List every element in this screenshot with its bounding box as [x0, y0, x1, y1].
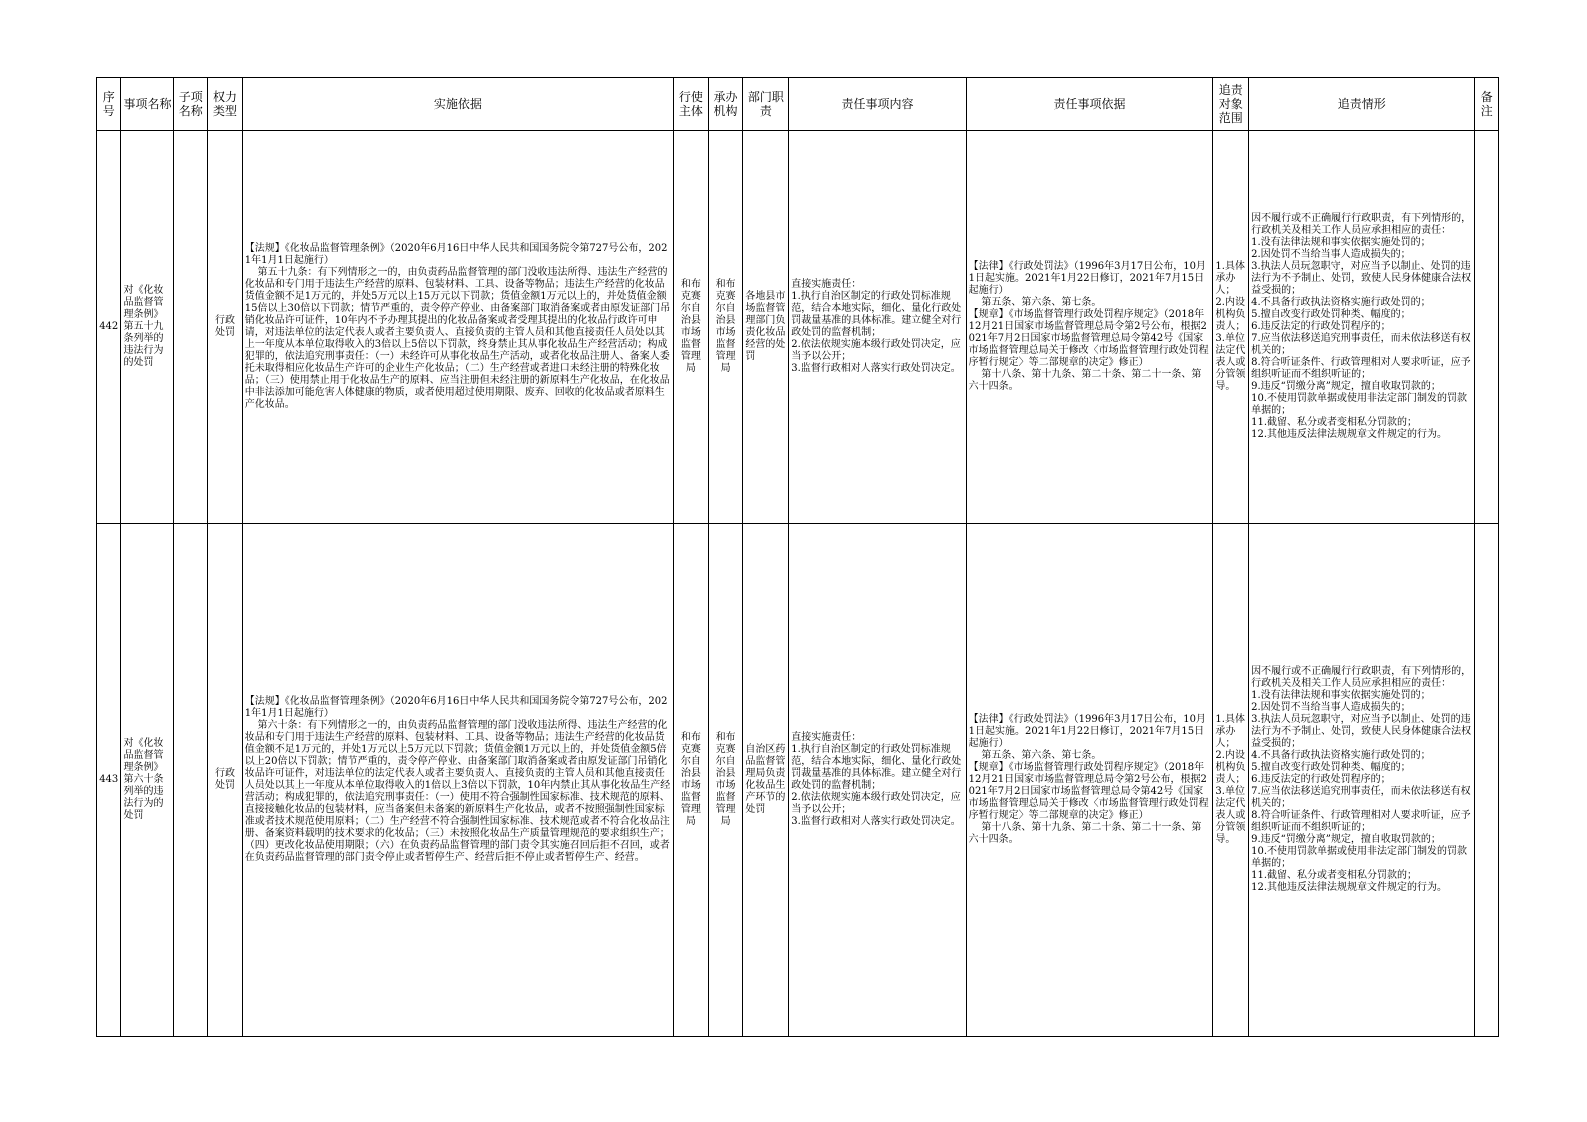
cell-name: 对《化妆品监督管理条例》第六十条列举的违法行为的处罚 — [121, 524, 174, 1037]
cell-resp-basis: 【法律】《行政处罚法》（1996年3月17日公布，10月1日起实施。2021年1月22日修订，2021年7月15日起施行） 第五条、第六条、第七条。 【规章】《市场监督管理行政处罚程序规定》（2018年12月21日国家市场监督管理总局令第2号公布，根据2021年7月2日国家市场监督管理总局令第42号《国家市场监督管理总局关于修改〈市场监督管理行政处罚程序暂行规定〉等二部规章的决定》修正） 第十八条、第十九条、第二十条、第二十一条、第六十四条。 — [966, 524, 1213, 1037]
header-scope: 追责对象范围 — [1213, 78, 1249, 131]
cell-type: 行政处罚 — [208, 524, 243, 1037]
table-row — [97, 524, 1499, 1037]
cell-scope: 1.具体承办人； 2.内设机构负责人； 3.单位法定代表人或分管领导。 — [1213, 524, 1249, 1037]
cell-resp-basis: 【法律】《行政处罚法》（1996年3月17日公布，10月1日起实施。2021年1月22日修订，2021年7月15日起施行） 第五条、第六条、第七条。 【规章】《市场监督管理行政处罚程序规定》（2018年12月21日国家市场监督管理总局令第2号公布，根据2021年7月2日国家市场监督管理总局令第42号《国家市场监督管理总局关于修改〈市场监督管理行政处罚程序暂行规定〉等二部规章的决定》修正） 第十八条、第十九条、第二十条、第二十一条、第六十四条。 — [966, 131, 1213, 524]
cell-sub — [174, 131, 208, 524]
header-resp-basis: 责任事项依据 — [966, 78, 1213, 131]
cell-name: 对《化妆品监督管理条例》第五十九条列举的违法行为的处罚 — [121, 131, 174, 524]
table-row — [97, 131, 1499, 524]
header-row — [97, 78, 1499, 131]
cell-seq: 442 — [97, 131, 121, 524]
cell-basis: 【法规】《化妆品监督管理条例》（2020年6月16日中华人民共和国国务院令第727号公布，2021年1月1日起施行） 第五十九条：有下列情形之一的，由负责药品监督管理的部门没收违法所得、违法生产经营的化妆品和专门用于违法生产经营的原料、包装材料、工具、设备等物品；违法生产经营的化妆品货值金额不足1万元的，并处5万元以上15万元以下罚款；货值金额1万元以上的，并处货值金额15倍以上30倍以下罚款；情节严重的，责令停产停业、由备案部门取消备案或者由原发证部门吊销化妆品许可证件，10年内不予办理其提出的化妆品备案或者受理其提出的化妆品行政许可申请，对违法单位的法定代表人或者主要负责人、直接负责的主管人员和其他直接责任人员处以其上一年度从本单位取得收入的3倍以上5倍以下罚款，终身禁止其从事化妆品生产经营活动；构成犯罪的，依法追究刑事责任：（一）未经许可从事化妆品生产活动，或者化妆品注册人、备案人委托未取得相应化妆品生产许可的企业生产化妆品；（二）生产经营或者进口未经注册的特殊化妆品；（三）使用禁止用于化妆品生产的原料、应当注册但未经注册的新原料生产化妆品，在化妆品中非法添加可能危害人体健康的物质，或者使用超过使用期限、废弃、回收的化妆品或者原料生产化妆品。 — [242, 131, 673, 524]
cell-org: 和布克赛尔自治县市场监督管理局 — [708, 524, 743, 1037]
header-org: 承办机构 — [708, 78, 743, 131]
cell-note — [1475, 131, 1499, 524]
header-name: 事项名称 — [121, 78, 174, 131]
cell-subject: 和布克赛尔自治县市场监督管理局 — [674, 131, 709, 524]
cell-subject: 和布克赛尔自治县市场监督管理局 — [674, 524, 709, 1037]
cell-basis: 【法规】《化妆品监督管理条例》（2020年6月16日中华人民共和国国务院令第727号公布，2021年1月1日起施行） 第六十条：有下列情形之一的，由负责药品监督管理的部门没收违法所得、违法生产经营的化妆品和专门用于违法生产经营的原料、包装材料、工具、设备等物品；违法生产经营的化妆品货值金额不足1万元的，并处1万元以上5万元以下罚款；货值金额1万元以上的，并处货值金额5倍以上20倍以下罚款；情节严重的，责令停产停业、由备案部门取消备案或者由原发证部门吊销化妆品许可证件，对违法单位的法定代表人或者主要负责人、直接负责的主管人员和其他直接责任人员处以其上一年度从本单位取得收入的1倍以上3倍以下罚款，10年内禁止其从事化妆品生产经营活动；构成犯罪的，依法追究刑事责任：（一）使用不符合强制性国家标准、技术规范的原料、直接接触化妆品的包装材料，应当备案但未备案的新原料生产化妆品，或者不按照强制性国家标准或者技术规范使用原料；（二）生产经营不符合强制性国家标准、技术规范或者不符合化妆品注册、备案资料载明的技术要求的化妆品；（三）未按照化妆品生产质量管理规范的要求组织生产；（四）更改化妆品使用期限；（六）在负责药品监督管理的部门责令其实施召回后拒不召回，或者在负责药品监督管理的部门责令停止或者暂停生产、经营后拒不停止或者暂停生产、经营。 — [242, 524, 673, 1037]
cell-cases: 因不履行或不正确履行行政职责，有下列情形的，行政机关及相关工作人员应承担相应的责任： 1.没有法律法规和事实依据实施处罚的； 2.因处罚不当给当事人造成损失的； 3.执法人员玩忽职守，对应当予以制止、处罚的违法行为不予制止、处罚，致使人民身体健康合法权益受损的； 4.不具备行政执法资格实施行政处罚的； 5.擅自改变行政处罚种类、幅度的； 6.违反法定的行政处罚程序的； 7.应当依法移送追究刑事责任，而未依法移送有权机关的； 8.符合听证条件、行政管理相对人要求听证，应予组织听证而不组织听证的； 9.违反“罚缴分离”规定，擅自收取罚款的； 10.不使用罚款单据或使用非法定部门制发的罚款单据的； 11.截留、私分或者变相私分罚款的； 12.其他违反法律法规规章文件规定的行为。 — [1249, 524, 1475, 1037]
header-content: 责任事项内容 — [789, 78, 966, 131]
header-cases: 追责情形 — [1249, 78, 1475, 131]
cell-scope: 1.具体承办人； 2.内设机构负责人； 3.单位法定代表人或分管领导。 — [1213, 131, 1249, 524]
cell-content: 直接实施责任： 1.执行自治区制定的行政处罚标准规范，结合本地实际，细化、量化行政处罚裁量基准的具体标准。建立健全对行政处罚的监督机制； 2.依法依规实施本级行政处罚决定，应当予以公开； 3.监督行政相对人落实行政处罚决定。 — [789, 131, 966, 524]
header-note: 备注 — [1475, 78, 1499, 131]
responsibility-table — [96, 77, 1499, 1037]
cell-cases: 因不履行或不正确履行行政职责，有下列情形的，行政机关及相关工作人员应承担相应的责任： 1.没有法律法规和事实依据实施处罚的； 2.因处罚不当给当事人造成损失的； 3.执法人员玩忽职守，对应当予以制止、处罚的违法行为不予制止、处罚，致使人民身体健康合法权益受损的； 4.不具备行政执法资格实施行政处罚的； 5.擅自改变行政处罚种类、幅度的； 6.违反法定的行政处罚程序的； 7.应当依法移送追究刑事责任，而未依法移送有权机关的； 8.符合听证条件、行政管理相对人要求听证，应予组织听证而不组织听证的； 9.违反“罚缴分离”规定，擅自收取罚款的； 10.不使用罚款单据或使用非法定部门制发的罚款单据的； 11.截留、私分或者变相私分罚款的； 12.其他违反法律法规规章文件规定的行为。 — [1249, 131, 1475, 524]
cell-duty: 各地县市场监督管理部门负责化妆品经营的处罚 — [743, 131, 789, 524]
cell-duty: 自治区药品监督管理局负责化妆品生产环节的处罚 — [743, 524, 789, 1037]
cell-org: 和布克赛尔自治县市场监督管理局 — [708, 131, 743, 524]
header-duty: 部门职责 — [743, 78, 789, 131]
cell-sub — [174, 524, 208, 1037]
cell-content: 直接实施责任： 1.执行自治区制定的行政处罚标准规范，结合本地实际，细化、量化行政处罚裁量基准的具体标准。建立健全对行政处罚的监督机制； 2.依法依规实施本级行政处罚决定，应当予以公开； 3.监督行政相对人落实行政处罚决定。 — [789, 524, 966, 1037]
header-sub: 子项名称 — [174, 78, 208, 131]
header-basis: 实施依据 — [242, 78, 673, 131]
header-subject: 行使主体 — [674, 78, 709, 131]
cell-note — [1475, 524, 1499, 1037]
header-seq: 序号 — [97, 78, 121, 131]
header-type: 权力类型 — [208, 78, 243, 131]
cell-type: 行政处罚 — [208, 131, 243, 524]
cell-seq: 443 — [97, 524, 121, 1037]
